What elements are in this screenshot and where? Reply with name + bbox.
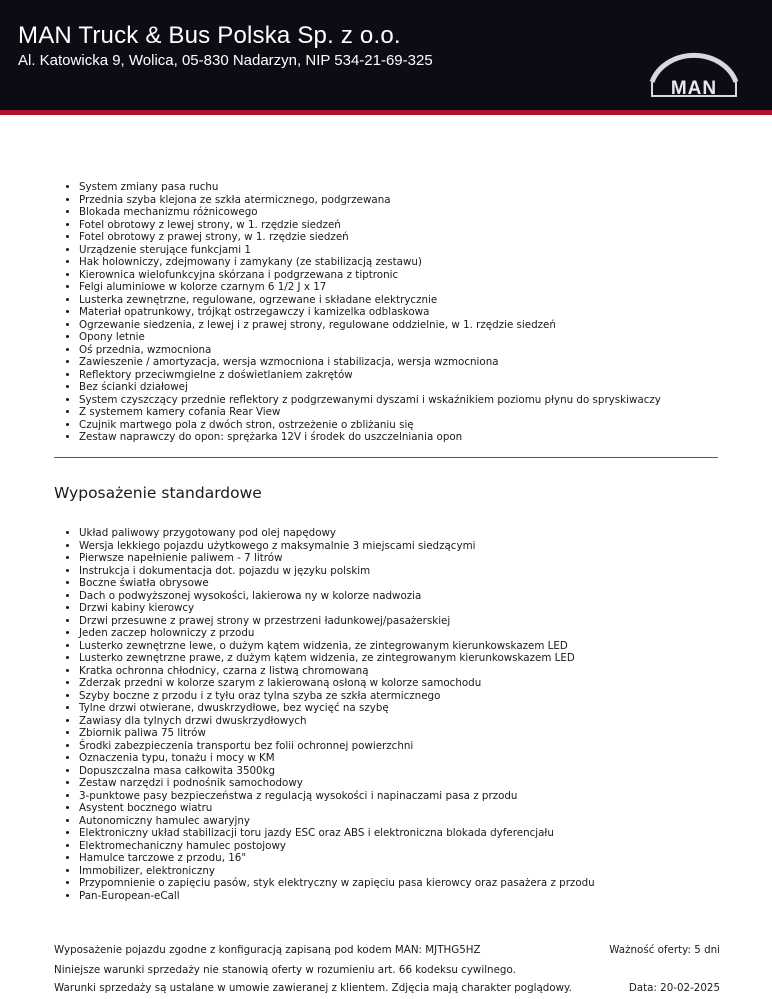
list-item: • Kratka ochronna chłodnicy, czarna z listwą chromowaną	[79, 665, 595, 678]
optional-equipment-list	[62, 181, 661, 444]
list-item: • Wersja lekkiego pojazdu użytkowego z maksymalnie 3 miejscami siedzącymi	[79, 540, 595, 553]
list-item: • Czujnik martwego pola z dwóch stron, ostrzeżenie o zbliżaniu się	[79, 419, 661, 432]
company-name: MAN Truck & Bus Polska Sp. z o.o.	[18, 22, 401, 49]
list-item: • Układ paliwowy przygotowany pod olej napędowy	[79, 527, 595, 540]
list-item: • Drzwi przesuwne z prawej strony w przestrzeni ładunkowej/pasażerskiej	[79, 615, 595, 628]
list-item: • Felgi aluminiowe w kolorze czarnym 6 1/2 J x 17	[79, 281, 661, 294]
list-item: • Oś przednia, wzmocniona	[79, 344, 661, 357]
list-item: • Elektromechaniczny hamulec postojowy	[79, 840, 595, 853]
list-item: • Urządzenie sterujące funkcjami 1	[79, 244, 661, 257]
list-item: • Zawiasy dla tylnych drzwi dwuskrzydłowych	[79, 715, 595, 728]
list-item: • Drzwi kabiny kierowcy	[79, 602, 595, 615]
list-item: • Elektroniczny układ stabilizacji toru jazdy ESC oraz ABS i elektroniczna blokada dyferencjału	[79, 827, 595, 840]
list-item: • Zestaw narzędzi i podnośnik samochodowy	[79, 777, 595, 790]
list-item: • Opony letnie	[79, 331, 661, 344]
list-item: • Bez ścianki działowej	[79, 381, 661, 394]
standard-equipment-list	[62, 527, 595, 902]
document-date: Data: 20-02-2025	[628, 982, 720, 994]
list-item: • Zawieszenie / amortyzacja, wersja wzmocniona i stabilizacja, wersja wzmocniona	[79, 356, 661, 369]
list-item: • Z systemem kamery cofania Rear View	[79, 406, 661, 419]
list-item: • Pierwsze napełnienie paliwem - 7 litrów	[79, 552, 595, 565]
list-item: • Zbiornik paliwa 75 litrów	[79, 727, 595, 740]
list-item: • Lusterko zewnętrzne lewe, o dużym kątem widzenia, ze zintegrowanym kierunkowskazem LED	[79, 640, 595, 653]
list-item: • Immobilizer, elektroniczny	[79, 865, 595, 878]
list-item: • 3-punktowe pasy bezpieczeństwa z regulacją wysokości i napinaczami pasa z przodu	[79, 790, 595, 803]
list-item: • Przednia szyba klejona ze szkła atermicznego, podgrzewana	[79, 194, 661, 207]
list-item: • Dach o podwyższonej wysokości, lakierowa ny w kolorze nadwozia	[79, 590, 595, 603]
page-header	[0, 0, 772, 115]
standard-equipment-heading: Wyposażenie standardowe	[54, 484, 262, 502]
list-item: • Lusterka zewnętrzne, regulowane, ogrzewane i składane elektrycznie	[79, 294, 661, 307]
list-item: • Instrukcja i dokumentacja dot. pojazdu w języku polskim	[79, 565, 595, 578]
list-item: • Reflektory przeciwmgielne z doświetlaniem zakrętów	[79, 369, 661, 382]
config-code-note: Wyposażenie pojazdu zgodne z konfiguracją zapisaną pod kodem MAN: MJTHG5HZ	[54, 944, 481, 956]
list-item: • Blokada mechanizmu różnicowego	[79, 206, 661, 219]
list-item: • Materiał opatrunkowy, trójkąt ostrzegawczy i kamizelka odblaskowa	[79, 306, 661, 319]
list-item: • Lusterko zewnętrzne prawe, z dużym kątem widzenia, ze zintegrowanym kierunkowskazem LED	[79, 652, 595, 665]
man-logo	[644, 38, 744, 98]
list-item: • Jeden zaczep holowniczy z przodu	[79, 627, 595, 640]
logo-text: MAN	[670, 78, 718, 99]
list-item: • Dopuszczalna masa całkowita 3500kg	[79, 765, 595, 778]
list-item: • Pan-European-eCall	[79, 890, 595, 903]
list-item: • Zestaw naprawczy do opon: sprężarka 12V i środek do uszczelniania opon	[79, 431, 661, 444]
list-item: • Środki zabezpieczenia transportu bez folii ochronnej powierzchni	[79, 740, 595, 753]
list-item: • Zderzak przedni w kolorze szarym z lakierowaną osłoną w kolorze samochodu	[79, 677, 595, 690]
list-item: • Hak holowniczy, zdejmowany i zamykany (ze stabilizacją zestawu)	[79, 256, 661, 269]
list-item: • System zmiany pasa ruchu	[79, 181, 661, 194]
list-item: • Ogrzewanie siedzenia, z lewej i z prawej strony, regulowane oddzielnie, w 1. rzędzie siedzeń	[79, 319, 661, 332]
list-item: • Boczne światła obrysowe	[79, 577, 595, 590]
list-item: • Hamulce tarczowe z przodu, 16"	[79, 852, 595, 865]
list-item: • Asystent bocznego wiatru	[79, 802, 595, 815]
sales-terms-note: Warunki sprzedaży są ustalane w umowie zawieranej z klientem. Zdjęcia mają charakter poglądowy.	[54, 982, 572, 994]
list-item: • System czyszczący przednie reflektory z podgrzewanymi dyszami i wskaźnikiem poziomu płynu do spryskiwaczy	[79, 394, 661, 407]
list-item: • Autonomiczny hamulec awaryjny	[79, 815, 595, 828]
list-item: • Oznaczenia typu, tonażu i mocy w KM	[79, 752, 595, 765]
list-item: • Tylne drzwi otwierane, dwuskrzydłowe, bez wycięć na szybę	[79, 702, 595, 715]
list-item: • Fotel obrotowy z lewej strony, w 1. rzędzie siedzeń	[79, 219, 661, 232]
list-item: • Fotel obrotowy z prawej strony, w 1. rzędzie siedzeń	[79, 231, 661, 244]
legal-disclaimer: Niniejsze warunki sprzedaży nie stanowią oferty w rozumieniu art. 66 kodeksu cywilnego.	[54, 964, 516, 976]
list-item: • Szyby boczne z przodu i z tyłu oraz tylna szyba ze szkła atermicznego	[79, 690, 595, 703]
section-divider	[54, 457, 718, 458]
offer-validity: Ważność oferty: 5 dni	[609, 944, 720, 956]
list-item: • Kierownica wielofunkcyjna skórzana i podgrzewana z tiptronic	[79, 269, 661, 282]
list-item: • Przypomnienie o zapięciu pasów, styk elektryczny w zapięciu pasa kierowcy oraz pasażera z przodu	[79, 877, 595, 890]
company-address: Al. Katowicka 9, Wolica, 05-830 Nadarzyn, NIP 534-21-69-325	[18, 52, 433, 69]
